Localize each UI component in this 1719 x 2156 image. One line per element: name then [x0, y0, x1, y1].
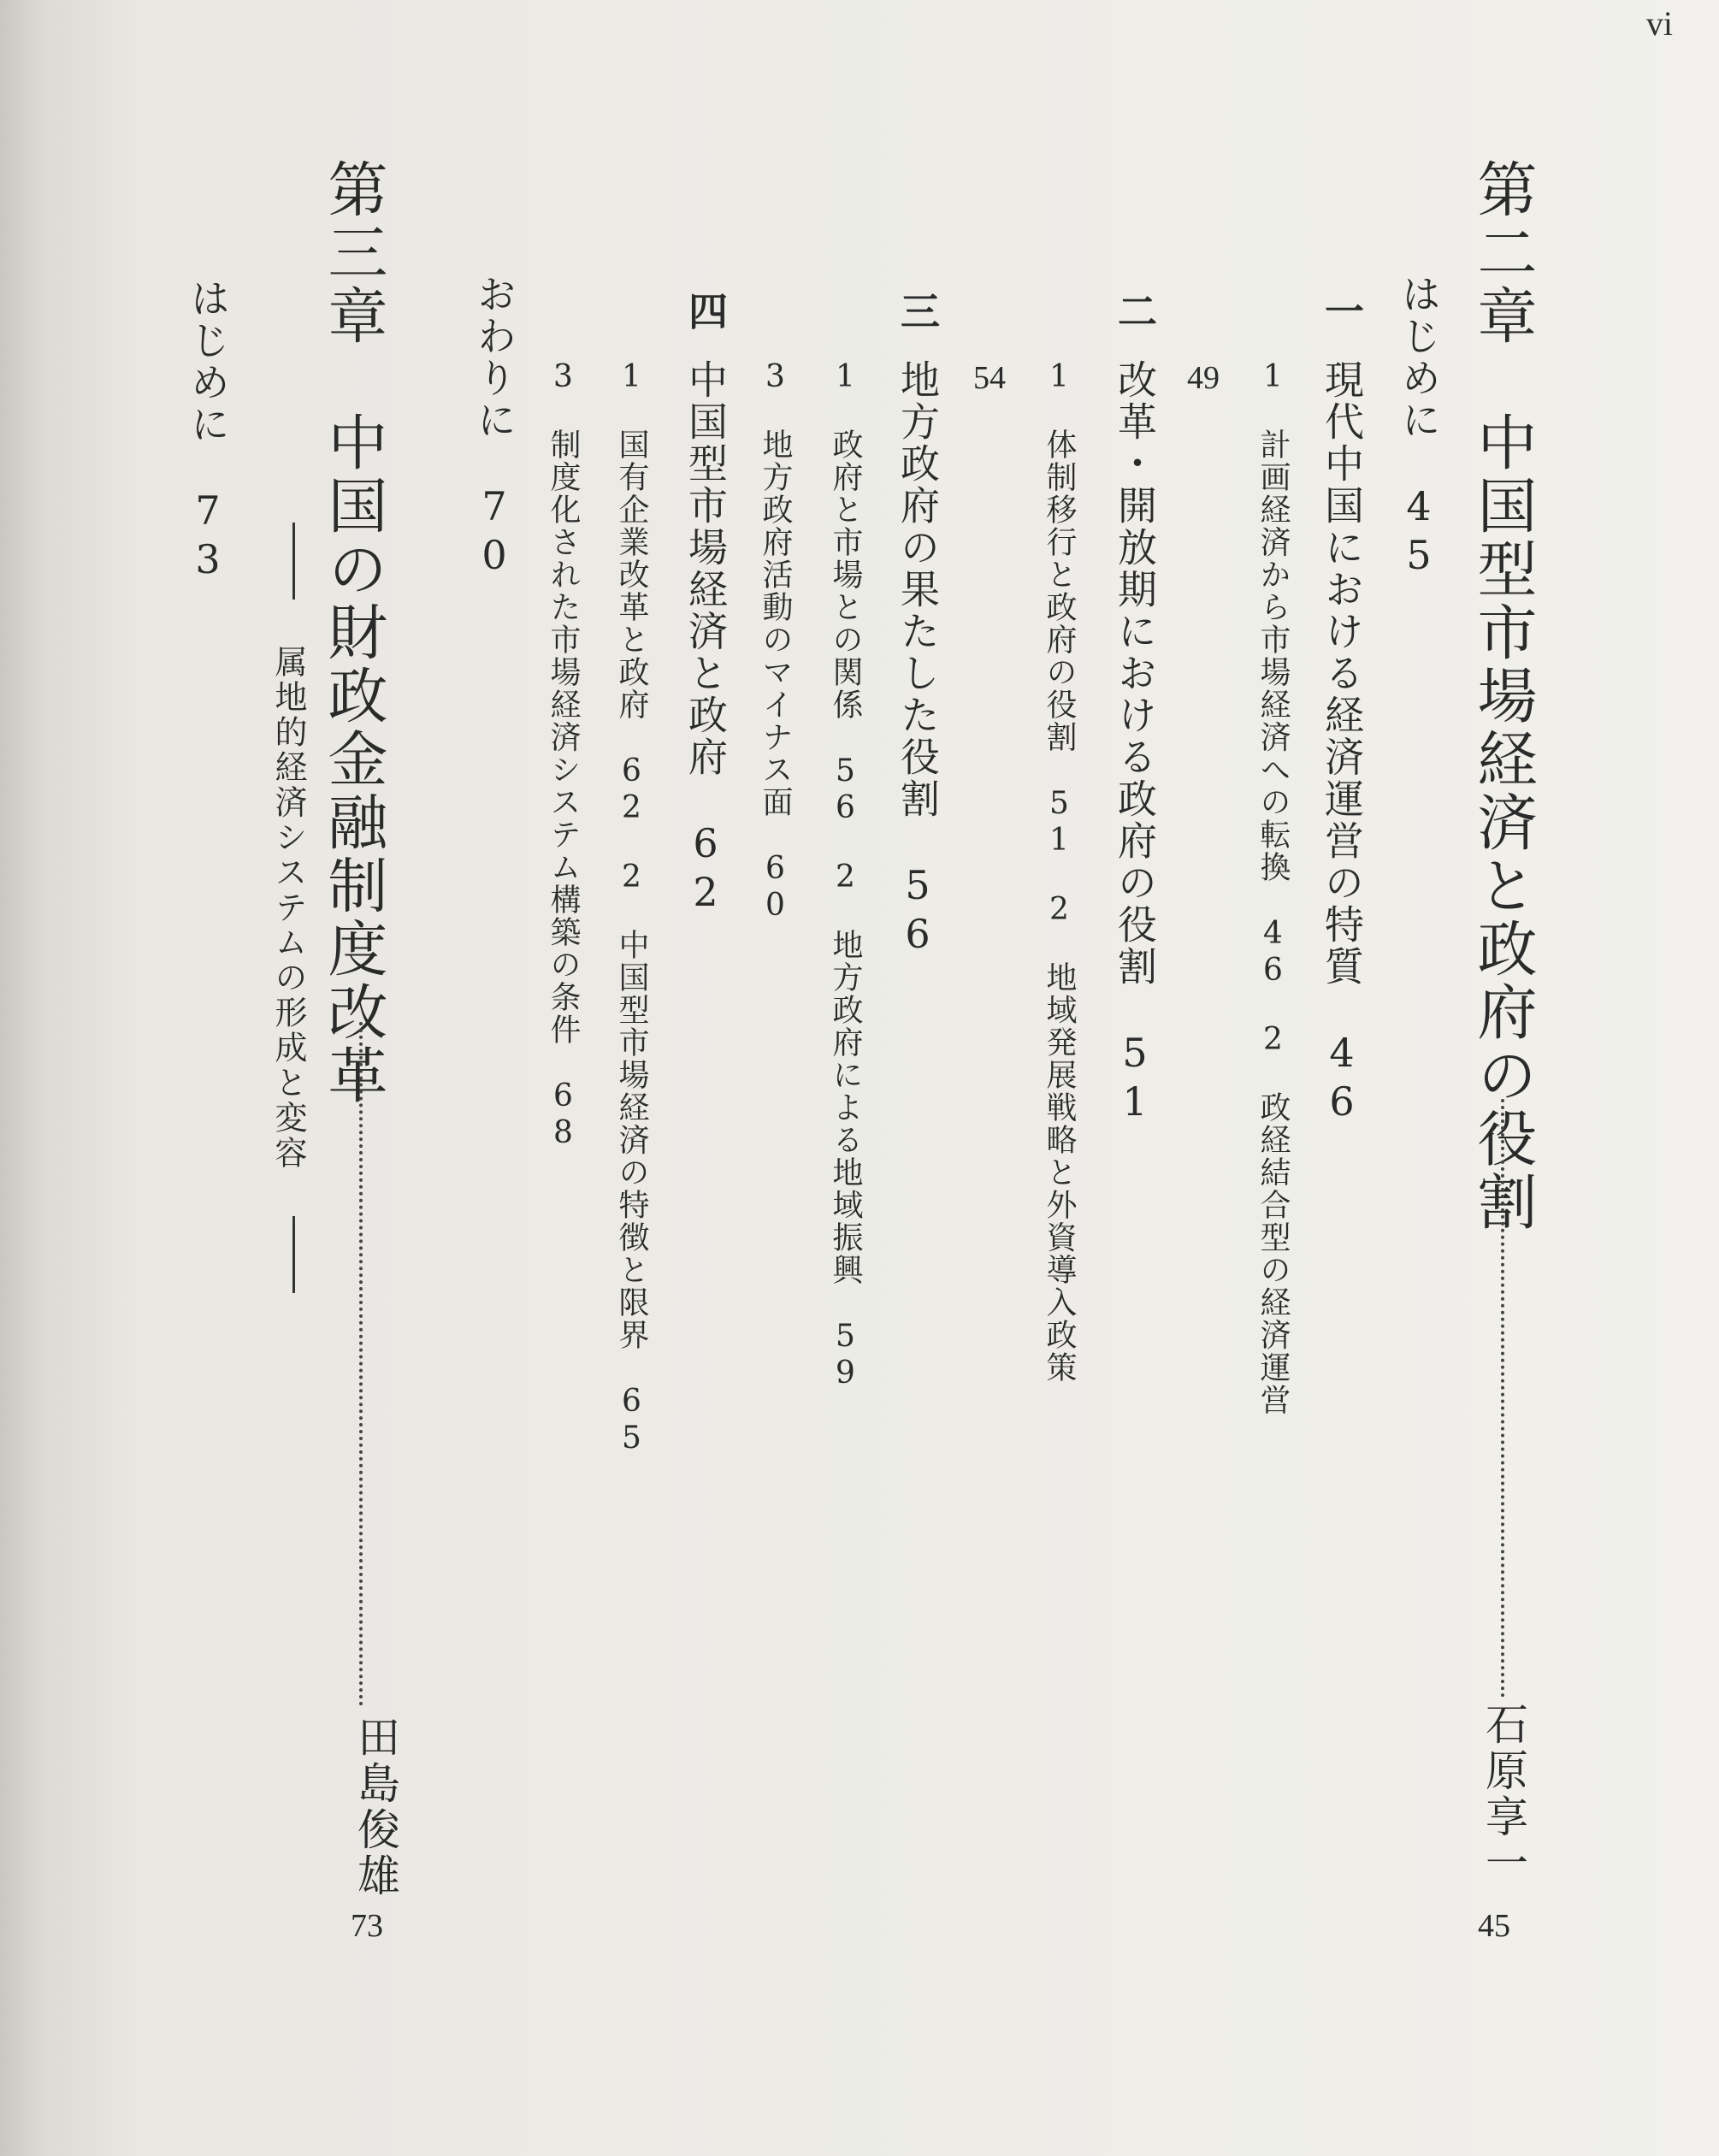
chapter3-page: 73: [351, 1908, 383, 1944]
section3-sub1: 1 政府と市場との関係 56 2 地方政府による地域振興 59: [828, 359, 863, 1392]
section2-sub1-cont: 54: [973, 360, 1006, 396]
chapter2-title: 第二章 中国型市場経済と政府の役割: [1468, 158, 1538, 1234]
section4-sub1: 1 国有企業改革と政府 62 2 中国型市場経済の特徴と限界 65: [614, 359, 649, 1457]
section4-title: 中国型市場経済と政府 62: [682, 359, 729, 918]
section3-mark: 三: [895, 291, 941, 333]
section4-mark: 四: [682, 291, 729, 333]
chapter2-intro: はじめに 45: [1396, 274, 1442, 581]
em-dash-right: [292, 1216, 300, 1293]
section2-mark: 二: [1112, 291, 1158, 333]
section2-sub1: 1 体制移行と政府の役割 51 2 地域発展戦略と外資導入政策: [1042, 359, 1077, 1384]
section1-title: 現代中国における経済運営の特質 46: [1319, 359, 1365, 1127]
chapter2-page: 45: [1478, 1908, 1510, 1944]
chapter3-author: 田島俊雄: [351, 1715, 400, 1899]
section1-mark: 一: [1319, 291, 1365, 333]
section4-sub2: 3 制度化された市場経済システム構築の条件 68: [546, 359, 581, 1152]
section1-sub1-cont: 49: [1187, 360, 1220, 396]
chapter3-leader-dots: [359, 1022, 363, 1706]
chapter2-leader-dots: [1501, 1099, 1504, 1698]
page-folio: vi: [1645, 4, 1673, 43]
chapter3-intro: はじめに 73: [185, 278, 231, 585]
chapter2-author: 石原享一: [1479, 1702, 1528, 1887]
section2-title: 改革・開放期における政府の役割 51: [1112, 359, 1158, 1127]
chapter3-title: 第三章 中国の財政金融制度改革: [318, 158, 388, 1108]
section3-sub2: 3 地方政府活動のマイナス面 60: [758, 359, 793, 924]
chapter3-subtitle-text: 属地的経済システムの形成と変容: [269, 645, 307, 1171]
chapter3-subtitle: [269, 517, 307, 1298]
em-dash-left: [292, 523, 300, 600]
chapter2-outro: おわりに 70: [471, 274, 517, 581]
section3-title: 地方政府の果たした役割 56: [895, 359, 941, 960]
section1-sub1: 1 計画経済から市場経済への転換 46 2 政経結合型の経済運営: [1255, 359, 1291, 1416]
